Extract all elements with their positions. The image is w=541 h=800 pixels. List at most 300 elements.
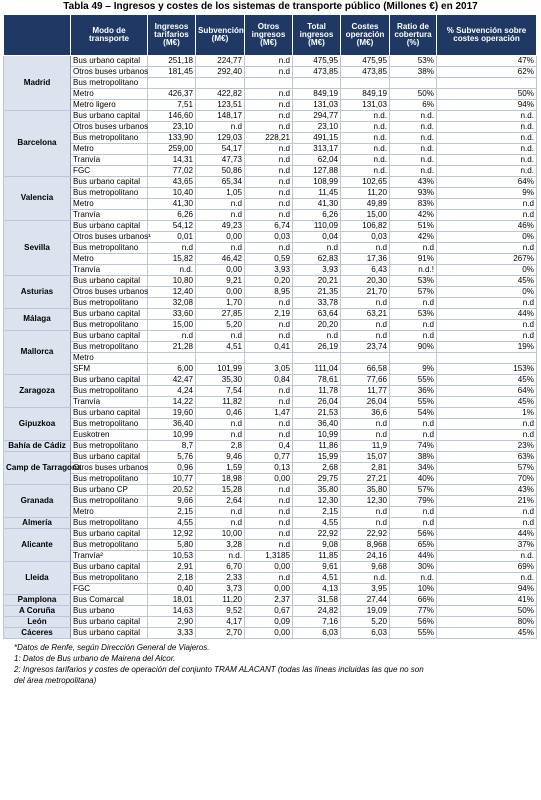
value-cell: 83% [390, 199, 437, 210]
table-row [4, 408, 537, 419]
value-cell [245, 78, 293, 89]
value-cell: 153% [437, 364, 537, 375]
value-cell: 10,80 [148, 276, 196, 287]
value-cell: 69% [437, 562, 537, 573]
value-cell: 101,99 [196, 364, 245, 375]
table-row [4, 474, 537, 485]
mode-cell: Metro [71, 254, 148, 265]
table-row [4, 276, 537, 287]
value-cell: 8,7 [148, 441, 196, 452]
value-cell: 10,77 [148, 474, 196, 485]
value-cell: n.d. [437, 133, 537, 144]
value-cell: 45% [437, 276, 537, 287]
mode-cell: Euskotren [71, 430, 148, 441]
value-cell: 34% [390, 463, 437, 474]
table-row [4, 617, 537, 628]
value-cell: n.d [196, 430, 245, 441]
value-cell: n.d [245, 111, 293, 122]
value-cell: 2,19 [245, 309, 293, 320]
value-cell: 51% [390, 221, 437, 232]
transport-finance-table [3, 14, 537, 639]
value-cell: 14,22 [148, 397, 196, 408]
city-cell: Granada [4, 485, 71, 518]
value-cell: 53% [390, 56, 437, 67]
value-cell: 5,80 [148, 540, 196, 551]
value-cell: 0,20 [245, 276, 293, 287]
value-cell: 10% [390, 584, 437, 595]
table-row [4, 606, 537, 617]
value-cell: 4,55 [293, 518, 341, 529]
table-row [4, 397, 537, 408]
mode-cell: Bus metropolitano [71, 518, 148, 529]
value-cell: 0,13 [245, 463, 293, 474]
mode-cell: Tranvía [71, 265, 148, 276]
value-cell: n.d [437, 507, 537, 518]
value-cell: n.d. [437, 573, 537, 584]
table-row [4, 298, 537, 309]
value-cell: 0,01 [148, 232, 196, 243]
value-cell: n.d [437, 419, 537, 430]
value-cell: 49,89 [341, 199, 390, 210]
value-cell: 90% [390, 342, 437, 353]
table-row [4, 232, 537, 243]
value-cell: 21,53 [293, 408, 341, 419]
value-cell: n.d. [341, 144, 390, 155]
value-cell [245, 353, 293, 364]
value-cell: n.d [245, 67, 293, 78]
header-cell: % Subvención sobre costes operación [437, 15, 537, 56]
value-cell: n.d.! [390, 265, 437, 276]
value-cell: 12,30 [341, 496, 390, 507]
value-cell: n.d [341, 320, 390, 331]
value-cell: n.d [245, 331, 293, 342]
value-cell: 473,85 [341, 67, 390, 78]
value-cell: n.d [245, 573, 293, 584]
value-cell: n.d [245, 540, 293, 551]
value-cell: n.d [245, 166, 293, 177]
value-cell: 66% [390, 595, 437, 606]
header-cell: Subvención (M€) [196, 15, 245, 56]
mode-cell: Bus urbano capital [71, 529, 148, 540]
value-cell: n.d. [341, 122, 390, 133]
value-cell: 42,47 [148, 375, 196, 386]
value-cell: 43% [437, 485, 537, 496]
value-cell: n.d [390, 507, 437, 518]
value-cell: 11,20 [341, 188, 390, 199]
value-cell: n.d [245, 507, 293, 518]
value-cell: 53% [390, 276, 437, 287]
mode-cell: Bus urbano capital [71, 309, 148, 320]
value-cell: 3,73 [196, 584, 245, 595]
value-cell: 0,00 [196, 287, 245, 298]
value-cell: n.d. [437, 122, 537, 133]
value-cell: 2,81 [341, 463, 390, 474]
value-cell: 473,85 [293, 67, 341, 78]
value-cell: 94% [437, 100, 537, 111]
value-cell: n.d [341, 298, 390, 309]
value-cell: 0,77 [245, 452, 293, 463]
value-cell: 64% [437, 177, 537, 188]
value-cell: 0,96 [148, 463, 196, 474]
value-cell: n.d [390, 419, 437, 430]
value-cell: 2,91 [148, 562, 196, 573]
value-cell: 20,52 [148, 485, 196, 496]
value-cell: n.d. [390, 166, 437, 177]
value-cell: n.d [245, 496, 293, 507]
value-cell: 15,82 [148, 254, 196, 265]
city-cell: Málaga [4, 309, 71, 331]
value-cell: 23,74 [341, 342, 390, 353]
value-cell: 33,60 [148, 309, 196, 320]
footnote: del área metropolitana) [14, 676, 97, 685]
table-row [4, 375, 537, 386]
value-cell: 422,82 [196, 89, 245, 100]
mode-cell: Bus metropolitano [71, 298, 148, 309]
value-cell: n.d [196, 210, 245, 221]
value-cell: 37% [437, 540, 537, 551]
value-cell: 4,13 [293, 584, 341, 595]
header-cell: Costes operación (M€) [341, 15, 390, 56]
value-cell: 1,3185 [245, 551, 293, 562]
mode-cell: Bus urbano capital [71, 276, 148, 287]
value-cell: 9,46 [196, 452, 245, 463]
value-cell: 106,82 [341, 221, 390, 232]
value-cell: 26,04 [293, 397, 341, 408]
value-cell: 0,46 [196, 408, 245, 419]
value-cell: 33,78 [293, 298, 341, 309]
value-cell: 2,64 [196, 496, 245, 507]
value-cell: 3,93 [245, 265, 293, 276]
value-cell: 0,40 [148, 584, 196, 595]
value-cell: 4,55 [148, 518, 196, 529]
table-row [4, 507, 537, 518]
value-cell: 6,74 [245, 221, 293, 232]
value-cell: 9,21 [196, 276, 245, 287]
value-cell: n.d [245, 89, 293, 100]
value-cell: 0,41 [245, 342, 293, 353]
footnote: *Datos de Renfe, según Dirección General de Viajeros. [14, 643, 210, 652]
value-cell: 10,99 [293, 430, 341, 441]
header-row [4, 15, 537, 56]
city-cell: León [4, 617, 71, 628]
value-cell: 8,968 [341, 540, 390, 551]
table-row [4, 111, 537, 122]
city-cell: Pamplona [4, 595, 71, 606]
value-cell: n.d [293, 243, 341, 254]
city-cell: A Coruña [4, 606, 71, 617]
table-row [4, 155, 537, 166]
value-cell: n.d [390, 320, 437, 331]
value-cell: 30% [390, 562, 437, 573]
value-cell: 70% [437, 474, 537, 485]
value-cell: 146,60 [148, 111, 196, 122]
value-cell: 292,40 [196, 67, 245, 78]
value-cell: n.d [245, 100, 293, 111]
value-cell: 38% [390, 67, 437, 78]
value-cell: 5,20 [341, 617, 390, 628]
table-row [4, 177, 537, 188]
value-cell: 102,65 [341, 177, 390, 188]
mode-cell: Bus metropolitano [71, 78, 148, 89]
mode-cell: Bus urbano capital [71, 111, 148, 122]
value-cell: 19,60 [148, 408, 196, 419]
table-row [4, 287, 537, 298]
value-cell: 45% [437, 375, 537, 386]
value-cell: 259,00 [148, 144, 196, 155]
value-cell: n.d [245, 243, 293, 254]
table-row [4, 529, 537, 540]
value-cell: 15,99 [293, 452, 341, 463]
value-cell [437, 353, 537, 364]
value-cell: n.d [196, 122, 245, 133]
value-cell: 8,95 [245, 287, 293, 298]
value-cell: 2,90 [148, 617, 196, 628]
city-cell: Gipuzkoa [4, 408, 71, 441]
value-cell: 4,51 [196, 342, 245, 353]
value-cell: 21,28 [148, 342, 196, 353]
table-row [4, 485, 537, 496]
value-cell: 38% [390, 452, 437, 463]
value-cell: 91% [390, 254, 437, 265]
value-cell: n.d [341, 507, 390, 518]
city-cell: Mallorca [4, 331, 71, 375]
header-cell: Total ingresos (M€) [293, 15, 341, 56]
value-cell: n.d. [437, 111, 537, 122]
value-cell: 9,52 [196, 606, 245, 617]
value-cell: 5,20 [196, 320, 245, 331]
table-row [4, 166, 537, 177]
value-cell: 62% [437, 67, 537, 78]
table-row [4, 496, 537, 507]
table-row [4, 540, 537, 551]
header-cell: Ingresos tarifarios (M€) [148, 15, 196, 56]
value-cell: 44% [390, 551, 437, 562]
value-cell: 40% [390, 474, 437, 485]
mode-cell: Metro [71, 353, 148, 364]
value-cell: 123,51 [196, 100, 245, 111]
value-cell: 0,84 [245, 375, 293, 386]
table-row [4, 595, 537, 606]
value-cell: 19,09 [341, 606, 390, 617]
value-cell: 46% [437, 221, 537, 232]
value-cell: n.d [245, 144, 293, 155]
mode-cell: Bus metropolitano [71, 496, 148, 507]
value-cell: 7,51 [148, 100, 196, 111]
value-cell: n.d [196, 518, 245, 529]
table-row [4, 320, 537, 331]
value-cell: 42% [390, 232, 437, 243]
value-cell: 49,23 [196, 221, 245, 232]
value-cell: 14,31 [148, 155, 196, 166]
value-cell: 36,40 [148, 419, 196, 430]
table-row [4, 188, 537, 199]
mode-cell: Otros buses urbanos [71, 463, 148, 474]
value-cell: 7,16 [293, 617, 341, 628]
value-cell: 36,6 [341, 408, 390, 419]
value-cell: n.d. [437, 166, 537, 177]
city-cell: Alicante [4, 529, 71, 562]
value-cell: 0,03 [245, 232, 293, 243]
value-cell: 2,37 [245, 595, 293, 606]
value-cell: 131,03 [293, 100, 341, 111]
value-cell: n.d. [390, 155, 437, 166]
value-cell: 15,28 [196, 485, 245, 496]
value-cell: 127,88 [293, 166, 341, 177]
value-cell: n.d [437, 320, 537, 331]
value-cell: 849,19 [293, 89, 341, 100]
value-cell: 108,99 [293, 177, 341, 188]
value-cell: 26,19 [293, 342, 341, 353]
footnotes [14, 642, 541, 686]
value-cell: 42% [390, 210, 437, 221]
table-row [4, 364, 537, 375]
mode-cell: Bus metropolitano [71, 342, 148, 353]
mode-cell: Bus metropolitano [71, 540, 148, 551]
value-cell: 9,08 [293, 540, 341, 551]
value-cell: 43% [390, 177, 437, 188]
mode-cell: Bus urbano capital [71, 177, 148, 188]
value-cell: 50% [437, 606, 537, 617]
value-cell: 12,30 [293, 496, 341, 507]
value-cell: 77% [390, 606, 437, 617]
value-cell: 24,82 [293, 606, 341, 617]
value-cell: 62,83 [293, 254, 341, 265]
table-row [4, 562, 537, 573]
value-cell: 6,26 [293, 210, 341, 221]
value-cell: 65,34 [196, 177, 245, 188]
value-cell: 6,03 [341, 628, 390, 639]
value-cell [196, 78, 245, 89]
table-row [4, 441, 537, 452]
mode-cell: Metro [71, 144, 148, 155]
table-row [4, 243, 537, 254]
value-cell: 20,20 [293, 320, 341, 331]
value-cell: 26,04 [341, 397, 390, 408]
mode-cell: Bus urbano capital [71, 221, 148, 232]
value-cell: 23,10 [293, 122, 341, 133]
table-row [4, 56, 537, 67]
value-cell: 11,77 [341, 386, 390, 397]
mode-cell: Tranvía [71, 155, 148, 166]
value-cell: 4,17 [196, 617, 245, 628]
table-row [4, 67, 537, 78]
mode-cell: Bus urbano capital [71, 617, 148, 628]
value-cell: n.d [245, 210, 293, 221]
value-cell: 0,4 [245, 441, 293, 452]
value-cell: n.d. [390, 133, 437, 144]
value-cell: n.d [196, 243, 245, 254]
city-cell: Camp de Tarragona [4, 452, 71, 485]
value-cell: 50% [390, 89, 437, 100]
mode-cell: Otros buses urbanos [71, 287, 148, 298]
value-cell: n.d [437, 210, 537, 221]
value-cell: 27,44 [341, 595, 390, 606]
value-cell: n.d [245, 485, 293, 496]
value-cell: 55% [390, 375, 437, 386]
value-cell: 0,03 [341, 232, 390, 243]
value-cell: 29,75 [293, 474, 341, 485]
value-cell: 63% [437, 452, 537, 463]
value-cell [148, 78, 196, 89]
value-cell: 3,05 [245, 364, 293, 375]
value-cell: 21% [437, 496, 537, 507]
mode-cell: Tranvía² [71, 551, 148, 562]
value-cell: n.d. [341, 133, 390, 144]
mode-cell: Metro [71, 89, 148, 100]
table-row [4, 463, 537, 474]
mode-cell: Tranvía [71, 397, 148, 408]
value-cell: n.d. [437, 551, 537, 562]
value-cell: 10,00 [196, 529, 245, 540]
table-row [4, 133, 537, 144]
value-cell: 35,80 [293, 485, 341, 496]
value-cell: 6% [390, 100, 437, 111]
value-cell: 41,30 [148, 199, 196, 210]
value-cell: n.d [437, 331, 537, 342]
table-row [4, 122, 537, 133]
value-cell: 224,77 [196, 56, 245, 67]
value-cell: n.d [245, 397, 293, 408]
value-cell: 11,82 [196, 397, 245, 408]
value-cell: 27,85 [196, 309, 245, 320]
value-cell: n.d [341, 430, 390, 441]
value-cell: 80% [437, 617, 537, 628]
value-cell: 55% [390, 397, 437, 408]
value-cell: n.d [390, 430, 437, 441]
table-row [4, 452, 537, 463]
mode-cell: SFM [71, 364, 148, 375]
value-cell: 475,95 [341, 56, 390, 67]
value-cell: 10,40 [148, 188, 196, 199]
value-cell: 24,16 [341, 551, 390, 562]
value-cell: 9% [437, 188, 537, 199]
value-cell: n.d. [437, 144, 537, 155]
value-cell: 3,93 [293, 265, 341, 276]
mode-cell: Bus urbano capital [71, 331, 148, 342]
value-cell: 94% [437, 584, 537, 595]
mode-cell: Otros buses urbanos¹ [71, 232, 148, 243]
value-cell: 849,19 [341, 89, 390, 100]
value-cell: n.d [196, 507, 245, 518]
value-cell: 0% [437, 287, 537, 298]
table-row [4, 199, 537, 210]
header-cell: Ratio de cobertura (%) [390, 15, 437, 56]
value-cell: n.d. [341, 573, 390, 584]
table-body [4, 56, 537, 639]
table-row [4, 265, 537, 276]
value-cell: 63,21 [341, 309, 390, 320]
value-cell: 47,73 [196, 155, 245, 166]
value-cell: n.d [245, 177, 293, 188]
table-row [4, 353, 537, 364]
table-row [4, 254, 537, 265]
value-cell: 2,15 [148, 507, 196, 518]
value-cell: 23% [437, 441, 537, 452]
mode-cell: Bus urbano capital [71, 562, 148, 573]
value-cell: 32,08 [148, 298, 196, 309]
value-cell: 46,42 [196, 254, 245, 265]
mode-cell: Bus urbano capital [71, 452, 148, 463]
value-cell: 7,54 [196, 386, 245, 397]
value-cell: 1,47 [245, 408, 293, 419]
city-cell: Zaragoza [4, 375, 71, 408]
value-cell: n.d [437, 243, 537, 254]
value-cell: 21,35 [293, 287, 341, 298]
value-cell: 11,9 [341, 441, 390, 452]
mode-cell: Bus metropolitano [71, 133, 148, 144]
city-cell: Asturias [4, 276, 71, 309]
value-cell [148, 353, 196, 364]
